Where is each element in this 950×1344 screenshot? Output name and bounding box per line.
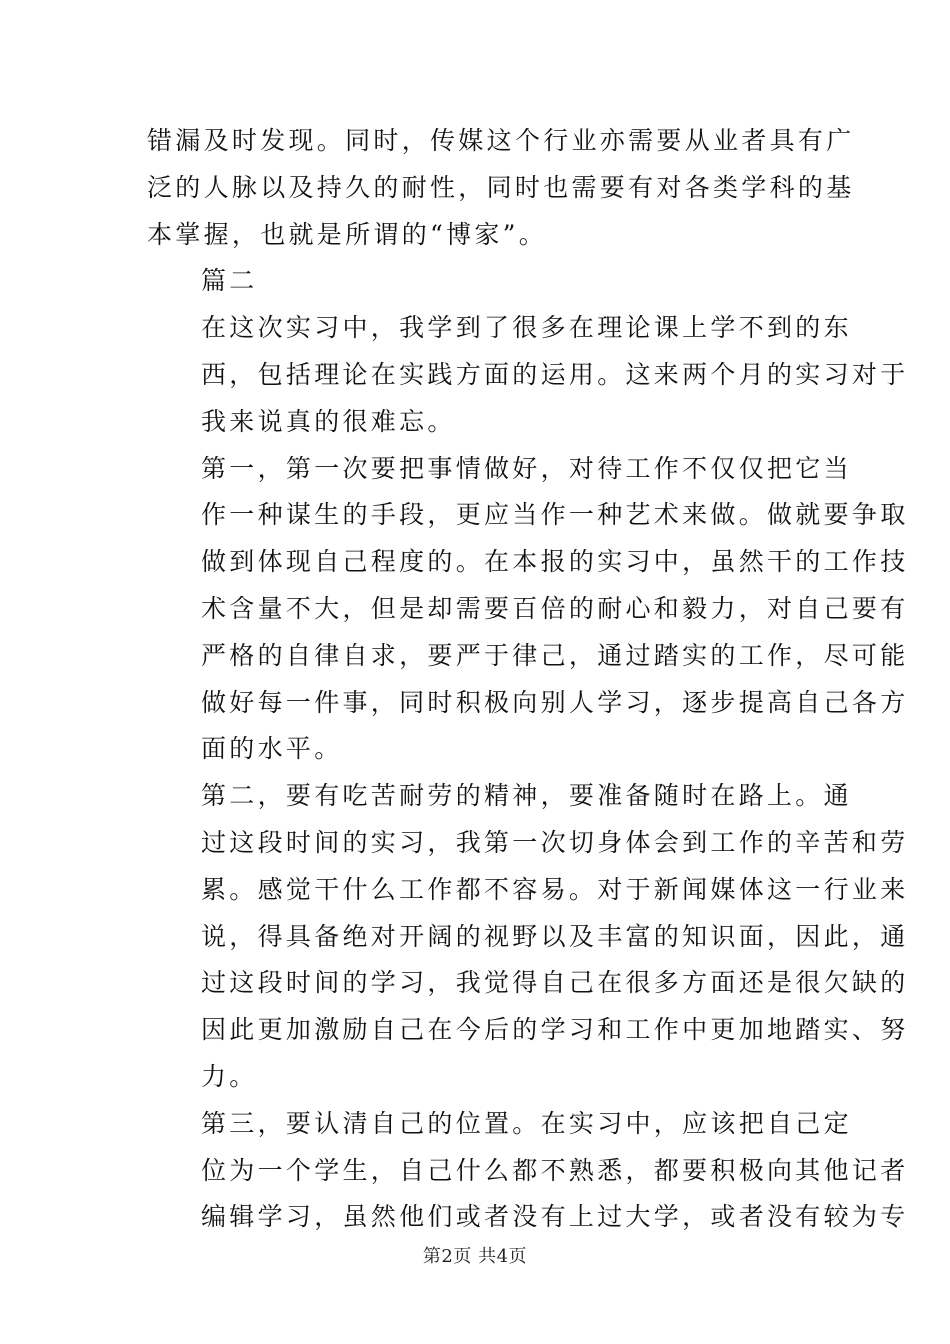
text-line: 我来说真的很难忘。 xyxy=(201,406,456,436)
text-line: 面的水平。 xyxy=(201,734,343,764)
text-line: 术含量不大，但是却需要百倍的耐心和毅力，对自己要有 xyxy=(201,593,909,623)
text-line: 第三，要认清自己的位置。在实习中，应该把自己定 xyxy=(201,1108,852,1138)
section-heading xyxy=(147,258,807,305)
text-line: 因此更加激励自己在今后的学习和工作中更加地踏实、努 xyxy=(201,1015,909,1045)
text-line: 累。感觉干什么工作都不容易。对于新闻媒体这一行业来 xyxy=(201,874,909,904)
text-line: 严格的自律自求，要严于律己，通过踏实的工作，尽可能 xyxy=(201,640,909,670)
text-line: 做好每一件事，同时积极向别人学习，逐步提高自己各方 xyxy=(201,687,909,717)
text-line: 过这段时间的学习，我觉得自己在很多方面还是很欠缺的 xyxy=(201,968,909,998)
text-line: 泛的人脉以及持久的耐性，同时也需要有对各类学科的基 xyxy=(147,172,855,202)
text-line: 作一种谋生的手段，更应当作一种艺术来做。做就要争取 xyxy=(201,500,909,530)
text-line: 做到体现自己程度的。在本报的实习中，虽然干的工作技 xyxy=(201,547,909,577)
text-line: 第一，第一次要把事情做好，对待工作不仅仅把它当 xyxy=(201,453,852,483)
text-line: 第二，要有吃苦耐劳的精神，要准备随时在路上。通 xyxy=(201,781,852,811)
text-line: 过这段时间的实习，我第一次切身体会到工作的辛苦和劳 xyxy=(201,827,909,857)
paragraph-third-point xyxy=(147,1101,909,1241)
paragraph-second-point xyxy=(147,773,909,1101)
text-line: 错漏及时发现。同时，传媒这个行业亦需要从业者具有广 xyxy=(147,126,855,155)
text-line: 在这次实习中，我学到了很多在理论课上学不到的东 xyxy=(201,313,852,343)
text-line: 力。 xyxy=(201,1061,258,1091)
document-body xyxy=(147,118,909,1241)
paragraph-first-point xyxy=(147,446,909,774)
text-line: 篇二 xyxy=(201,266,258,296)
paragraph-continuation xyxy=(147,118,855,258)
text-line: 说，得具备绝对开阔的视野以及丰富的知识面，因此，通 xyxy=(201,921,909,951)
text-line: 位为一个学生，自己什么都不熟悉，都要积极向其他记者 xyxy=(201,1155,909,1185)
text-line: 编辑学习，虽然他们或者没有上过大学，或者没有较为专 xyxy=(201,1202,909,1232)
paragraph-intro xyxy=(147,305,909,445)
text-line: 本掌握，也就是所谓的“博家”。 xyxy=(147,219,548,249)
text-line: 西，包括理论在实践方面的运用。这来两个月的实习对于 xyxy=(201,359,909,389)
page-number-footer: 第2页 共4页 xyxy=(422,1246,528,1267)
